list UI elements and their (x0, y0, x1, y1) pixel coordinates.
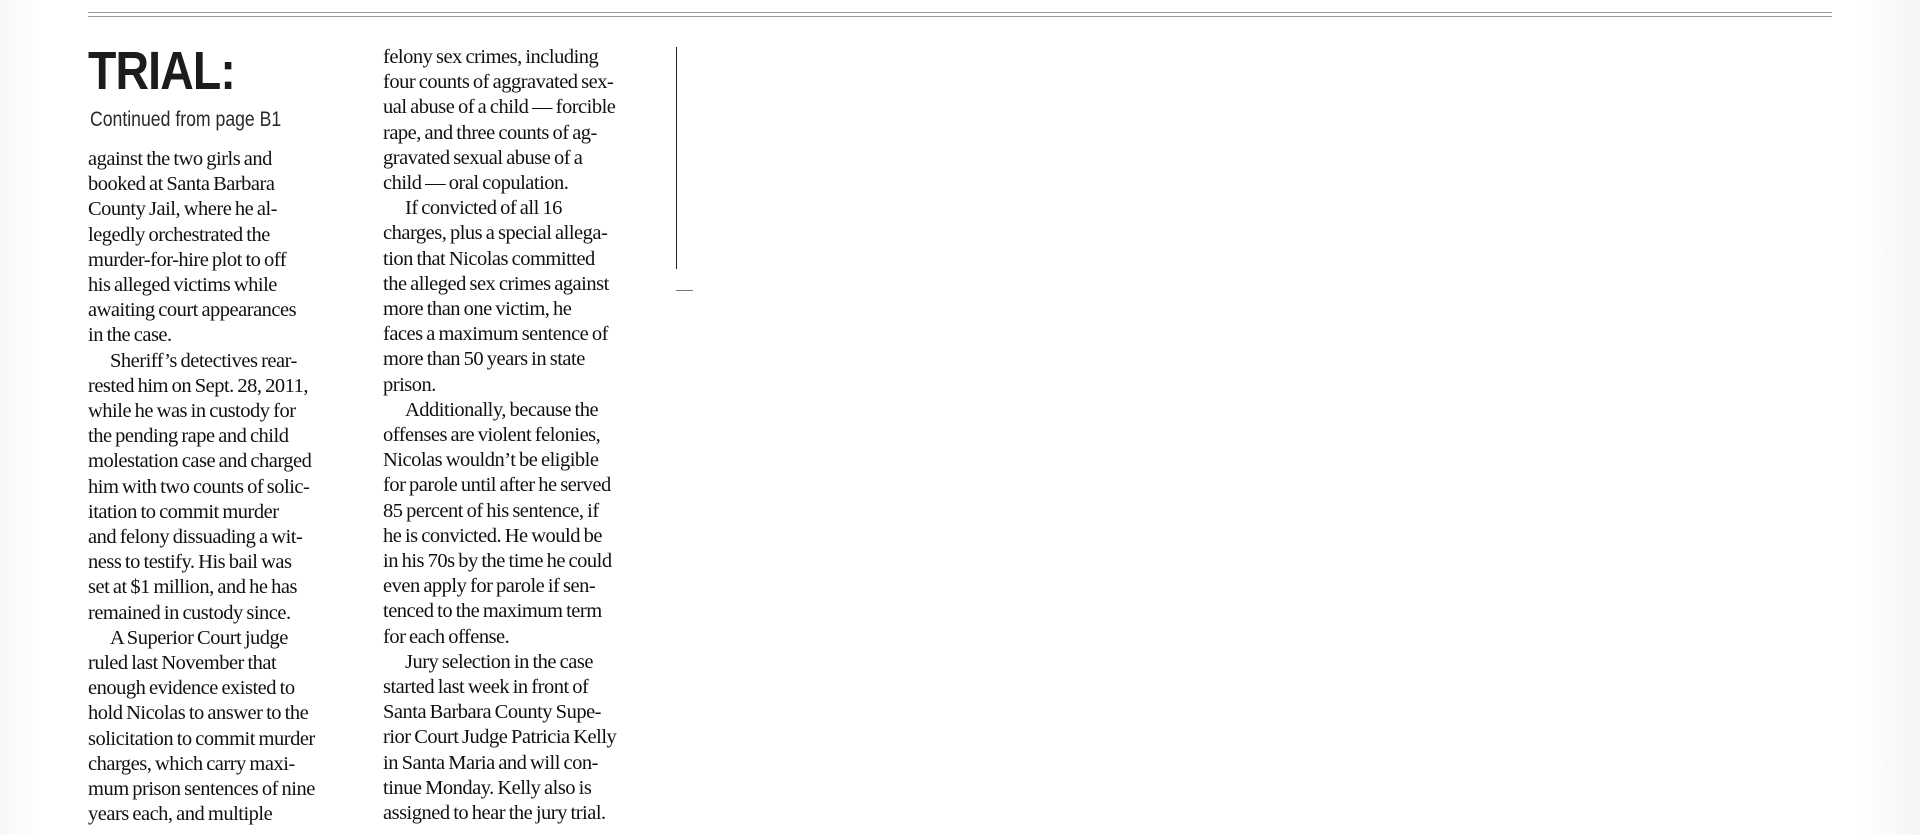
scan-shadow-left (0, 0, 40, 835)
article-text-line: awaiting court appearances (88, 299, 297, 322)
article-text-line: started last week in front of (383, 676, 589, 699)
article-text-line: in the case. (88, 324, 172, 347)
article-text-line: set at $1 million, and he has (88, 576, 297, 599)
top-rule (88, 12, 1832, 17)
scan-shadow-right (1860, 0, 1920, 835)
article-text-line: even apply for parole if sen- (383, 575, 596, 598)
article-text-line: faces a maximum sentence of (383, 323, 608, 346)
article-text-line: his alleged victims while (88, 274, 277, 297)
article-text-line: tion that Nicolas committed (383, 247, 595, 270)
article-text-line: If convicted of all 16 (405, 197, 562, 220)
article-text-line: ruled last November that (88, 652, 277, 675)
article-text-line: A Superior Court judge (110, 626, 288, 649)
continued-from-line: Continued from page B1 (90, 108, 282, 131)
article-text-line: solicitation to commit murder (88, 727, 315, 750)
article-text-line: gravated sexual abuse of a (383, 146, 583, 169)
article-text-line: for parole until after he served (383, 474, 611, 497)
article-column-1 (88, 147, 388, 827)
article-text-line: molestation case and charged (88, 450, 312, 473)
article-text-line: 85 percent of his sentence, if (383, 499, 599, 522)
article-column-2 (383, 45, 683, 826)
article-text-line: the alleged sex crimes against (383, 272, 609, 295)
article-text-line: years each, and multiple (88, 803, 273, 826)
article-text-line: Santa Barbara County Supe- (383, 701, 601, 724)
article-text-line: booked at Santa Barbara (88, 173, 275, 196)
article-text-line: him with two counts of solic- (88, 475, 310, 498)
article-text-line: tinue Monday. Kelly also is (383, 776, 592, 799)
article-text-line: enough evidence existed to (88, 677, 295, 700)
column-rule (676, 47, 677, 269)
article-text-line: child — oral copulation. (383, 172, 569, 195)
headline: TRIAL: (88, 41, 236, 101)
article-text-line: rape, and three counts of ag- (383, 121, 597, 144)
article-text-line: Sheriff’s detectives rear- (110, 349, 297, 372)
article-text-line: assigned to hear the jury trial. (383, 802, 606, 825)
article-text-line: Jury selection in the case (405, 650, 593, 673)
article-text-line: in Santa Maria and will con- (383, 751, 598, 774)
article-text-line: and felony dissuading a wit- (88, 526, 303, 549)
column-rule-tick (676, 290, 693, 291)
article-text-line: charges, which carry maxi- (88, 752, 295, 775)
article-text-line: rested him on Sept. 28, 2011, (88, 374, 309, 397)
article-text-line: remained in custody since. (88, 601, 291, 624)
article-text-line: Nicolas wouldn’t be eligible (383, 449, 599, 472)
article-text-line: felony sex crimes, including (383, 46, 599, 68)
article-text-line: more than 50 years in state (383, 348, 585, 371)
article-text-line: against the two girls and (88, 148, 272, 170)
article-text-line: the pending rape and child (88, 425, 289, 448)
article-text-line: he is convicted. He would be (383, 524, 602, 547)
article-text-line: County Jail, where he al- (88, 198, 278, 221)
article-text-line: charges, plus a special allega- (383, 222, 608, 245)
article-text-line: mum prison sentences of nine (88, 778, 315, 801)
article-text-line: prison. (383, 373, 436, 396)
article-text-line: hold Nicolas to answer to the (88, 702, 309, 725)
article-text-line: while he was in custody for (88, 400, 296, 423)
article-text-line: in his 70s by the time he could (383, 550, 612, 573)
article-text-line: ness to testify. His bail was (88, 551, 292, 574)
article-text-line: for each offense. (383, 625, 510, 648)
article-text-line: ual abuse of a child — forcible (383, 96, 616, 119)
article-text-line: Additionally, because the (405, 398, 599, 421)
article-text-line: offenses are violent felonies, (383, 424, 601, 447)
article-text-line: murder-for-hire plot to off (88, 248, 287, 271)
article-text-line: tenced to the maximum term (383, 600, 602, 623)
article-text-line: itation to commit murder (88, 500, 279, 523)
article-text-line: more than one victim, he (383, 298, 572, 321)
article-text-line: four counts of aggravated sex- (383, 71, 614, 94)
article-text-line: rior Court Judge Patricia Kelly (383, 726, 617, 749)
article-text-line: legedly orchestrated the (88, 223, 270, 246)
